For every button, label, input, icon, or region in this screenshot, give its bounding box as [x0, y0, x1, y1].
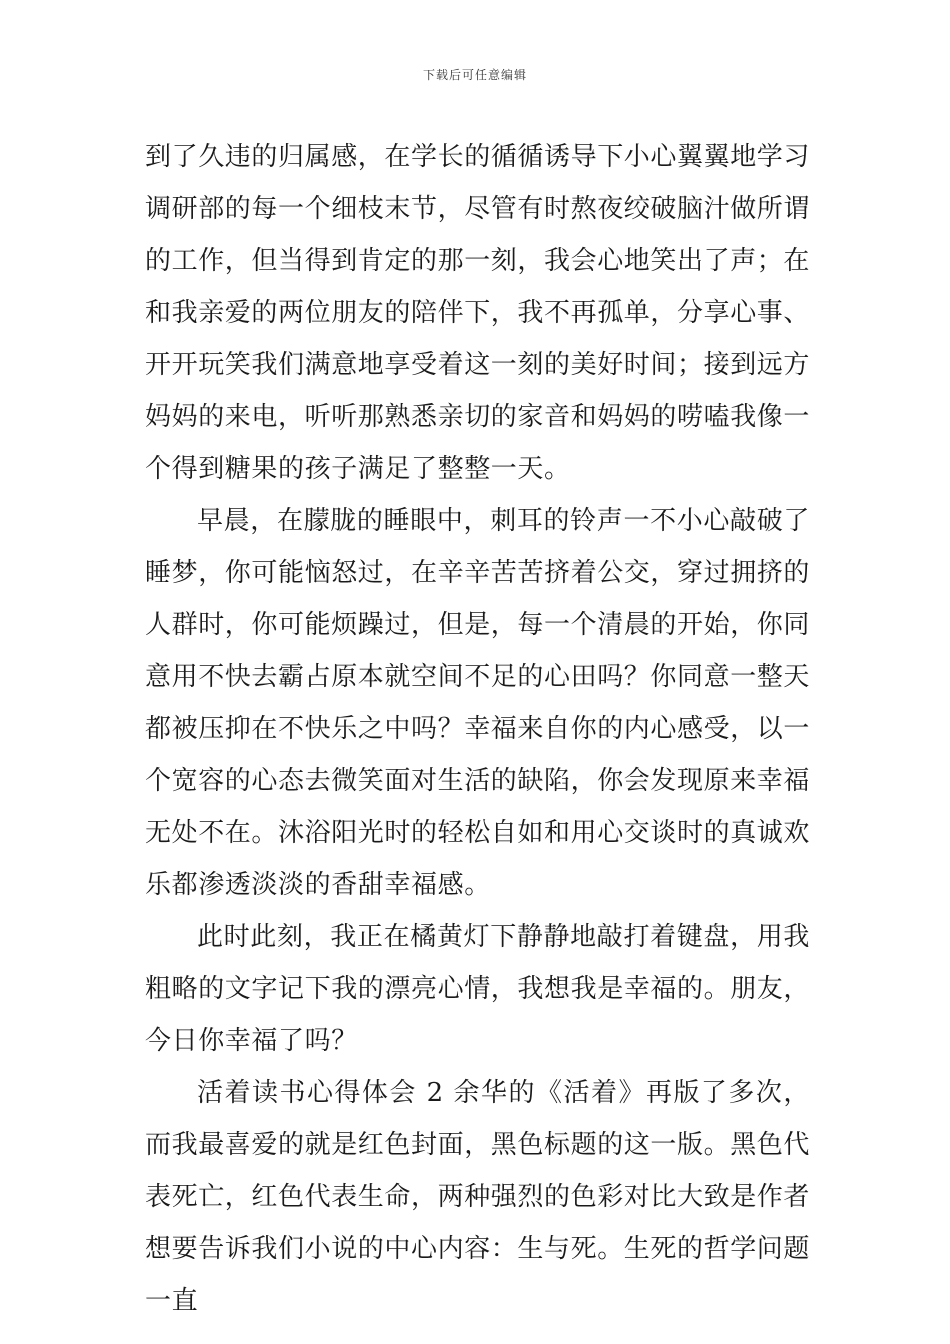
paragraph-1: 到了久违的归属感，在学长的循循诱导下小心翼翼地学习调研部的每一个细枝末节，尽管有时熬夜绞破脑汁做所谓的工作，但当得到肯定的那一刻，我会心地笑出了声；在和我亲爱的两位朋友的陪伴下，我不再孤单，分享心事、开开玩笑我们满意地享受着这一刻的美好时间；接到远方妈妈的来电，听听那熟悉亲切的家音和妈妈的唠嗑我像一个得到糖果的孩子满足了整整一天。 — [145, 142, 811, 484]
paragraph-3: 此时此刻，我正在橘黄灯下静静地敲打着键盘，用我粗略的文字记下我的漂亮心情，我想我是幸福的。朋友，今日你幸福了吗？ — [145, 922, 811, 1056]
page-header: 下载后可任意编辑 — [422, 68, 527, 82]
paragraph-2: 早晨，在朦胧的睡眼中，刺耳的铃声一不小心敲破了睡梦，你可能恼怒过，在辛辛苦苦挤着公交，穿过拥挤的人群时，你可能烦躁过，但是，每一个清晨的开始，你同意用不快去霸占原本就空间不足的心田吗？你同意一整天都被压抑在不快乐之中吗？幸福来自你的内心感受，以一个宽容的心态去微笑面对生活的缺陷，你会发现原来幸福无处不在。沐浴阳光时的轻松自如和用心交谈时的真诚欢乐都渗透淡淡的香甜幸福感。 — [145, 506, 811, 900]
paragraph-4: 活着读书心得体会 2 余华的《活着》再版了多次，而我最喜爱的就是红色封面，黑色标题的这一版。黑色代表死亡，红色代表生命，两种强烈的色彩对比大致是作者想要告诉我们小说的中心内容：生与死。生死的哲学问题一直 — [145, 1078, 811, 1316]
document-body — [145, 131, 810, 1327]
